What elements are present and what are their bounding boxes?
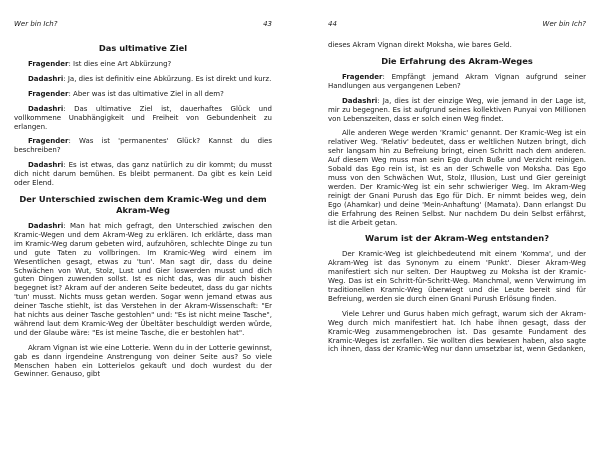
paragraph: [14, 60, 272, 69]
running-title: Wer bin Ich?: [14, 20, 58, 28]
paragraph-text: : Ja, dies ist definitiv eine Abkürzung. Es ist direkt und kurz.: [63, 74, 272, 83]
right-page: [328, 0, 586, 463]
paragraph: [14, 75, 272, 84]
paragraph-text: : Ist dies eine Art Abkürzung?: [68, 60, 172, 68]
paragraph: Akram Vignan ist wie eine Lotterie. Wenn du in der Lotterie gewinnst, gab es dann irgendeine Anstrengung von deiner Seite aus? So viele Menschen haben ein Lotterielos gekauft und doch wurdest du der Gewinner. Genauso, gibt: [14, 343, 272, 379]
section-heading: Das ultimative Ziel: [98, 43, 188, 53]
paragraph: [328, 73, 586, 91]
paragraph: [14, 137, 272, 155]
left-page-body: [14, 41, 272, 385]
paragraph: Viele Lehrer und Gurus haben mich gefragt, warum sich der Akram-Weg durch mich manifestiert hat. Ich habe ihnen gesagt, dass der Kramic-Weg zusammengebrochen ist. Das gesamte Fundament des Kramic-Weges ist zerfallen. Sie wollten dies bewiesen haben, also sagte ich ihnen, dass der Kramic-Weg nur dann umsetzbar ist, wenn Gedanken,: [328, 309, 586, 354]
speaker-label: Dadashri: [28, 161, 64, 170]
speaker-label: Dadashri: [28, 104, 64, 113]
paragraph: Der Kramic-Weg ist gleichbedeutend mit einem 'Komma', und der Akram-Weg ist das Synonym zu einem 'Punkt'. Dieser Akram-Weg manifestiert sich nur selten. Der Hauptweg zu Moksha ist der Kramic-Weg. Das ist ein Schritt-für-Schritt-Weg. Manchmal, wenn Verwirrung im traditionellen Kramic-Weg überwiegt und die Leute bereit sind für Befreiung, werden sie durch einen Gnani Purush Erlösung finden.: [328, 250, 586, 303]
section-heading: Warum ist der Akram-Weg entstanden?: [364, 233, 550, 244]
paragraph: [14, 161, 272, 188]
page-number: 43: [263, 20, 272, 28]
left-running-head: [14, 19, 272, 29]
page-number: 44: [328, 20, 337, 28]
speaker-label: Dadashri: [342, 96, 378, 105]
speaker-label: Fragender: [342, 72, 383, 81]
paragraph-text: : Was ist 'permanentes' Glück? Kannst du dies beschreiben?: [14, 137, 272, 155]
paragraph-text: : Ja, dies ist der einzige Weg, wie jemand in der Lage ist, mir zu begegnen. Es ist aufgrund seines kollektiven Punyai von Millionen von Lebenszeiten, dass er solch einen Weg findet.: [328, 96, 586, 123]
paragraph-text: : Empfängt jemand Akram Vignan aufgrund seiner Handlungen aus vergangenen Leben?: [328, 72, 586, 90]
right-running-head: [328, 19, 586, 29]
speaker-label: Fragender: [28, 137, 69, 146]
running-title: Wer bin Ich?: [542, 20, 586, 28]
speaker-label: Dadashri: [28, 221, 64, 230]
paragraph-text: : Man hat mich gefragt, den Unterschied zwischen den Kramic-Wegen und dem Akram-Weg zu erklären. Ich erklärte, dass man im Kramic-Weg darum gebeten wird, aufzuhören, schlechte Dinge zu tun und gute Taten zu vollbringen. Im Kramic-Weg wird einem im Wesentlichen gesagt, etwas zu 'tun'. Man sagt dir, dass du deine Schwächen von Wut, Stolz, Lust und Gier loswerden musst und dich guten Dingen zuwenden sollst. Ist es nicht das, was dir auch bisher begegnet ist? Akram auf der anderen Seite bedeutet, dass du gar nichts 'tun' musst. Nichts muss getan werden. Sogar wenn jemand etwas aus deiner Tasche stiehlt, ist das Verstehen in der Akram-Wissenschaft: "Er hat nichts aus deiner Tasche gestohlen" und: "Es ist nicht meine Tasche", während laut dem Kramic-Weg der Übeltäter beschuldigt werden würde, und der Glaube wäre: "Es ist meine Tasche, die er bestohlen hat".: [14, 221, 272, 337]
paragraph: [14, 222, 272, 338]
paragraph: Alle anderen Wege werden 'Kramic' genannt. Der Kramic-Weg ist ein relativer Weg. 'Relativ' bedeutet, dass er weltlichen Nutzen bringt, dich sehr langsam hin zu Befreiung bringt, einen Schritt nach dem anderen. Auf diesem Weg muss man sein Ego durch Buße und Verzicht reinigen. Sobald das Ego rein ist, ist es an der Schwelle von Moksha. Das Ego muss von den Schwächen Wut, Stolz, Illusion, Lust und Gier gereinigt werden. Der Kramic-Weg ist ein sehr schwieriger Weg. Im Akram-Weg reinigt der Gnani Purush das Ego für Dich. Er nimmt beides weg, dein Ego (Ahamkar) und deine 'Mein-Anhaftung' (Mamata). Dann erlangst Du die Erfahrung des Reinen Selbst. Nur nachdem Du dein Selbst erfährst, ist die Arbeit getan.: [328, 129, 586, 227]
section-heading: Der Unterschied zwischen dem Kramic-Weg und dem Akram-Weg: [19, 193, 267, 215]
paragraph: [328, 97, 586, 124]
paragraph-text: : Es ist etwas, das ganz natürlich zu dir kommt; du musst dich nicht darum bemühen. Es bleibt permanent. Da gibt es kein Leid oder Elend.: [14, 161, 272, 188]
left-page: [14, 0, 272, 463]
speaker-label: Dadashri: [28, 74, 64, 83]
paragraph: dieses Akram Vignan direkt Moksha, wie bares Geld.: [328, 41, 512, 49]
section-heading: Die Erfahrung des Akram-Weges: [381, 55, 533, 66]
paragraph-text: : Aber was ist das ultimative Ziel in all dem?: [68, 89, 224, 98]
paragraph: [14, 90, 272, 99]
right-page-body: [328, 41, 586, 360]
paragraph-text: : Das ultimative Ziel ist, dauerhaftes Glück und vollkommene Unabhängigkeit und Freiheit von Gebundenheit zu erlangen.: [14, 104, 272, 131]
paragraph: [14, 105, 272, 132]
speaker-label: Fragender: [28, 89, 69, 98]
speaker-label: Fragender: [28, 60, 69, 68]
